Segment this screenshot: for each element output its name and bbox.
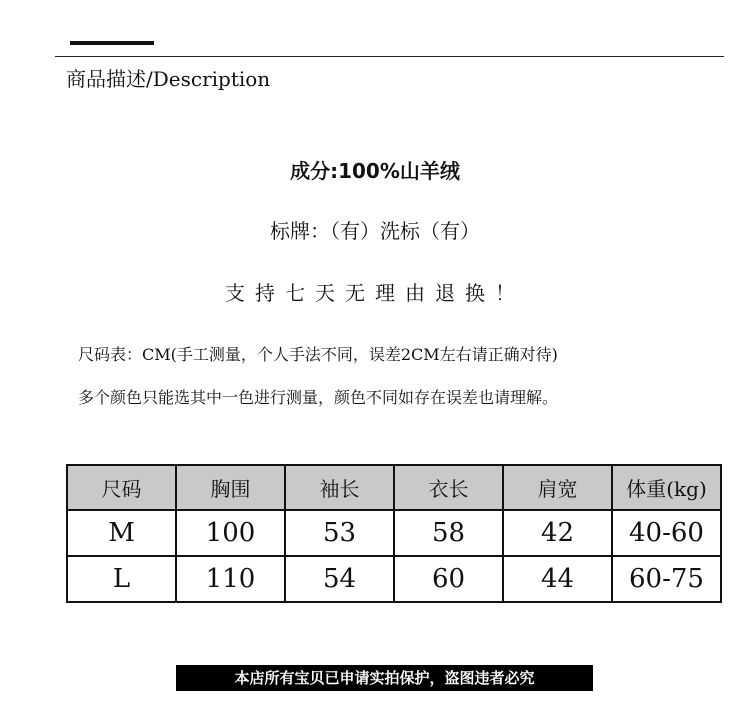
copyright-banner: 本店所有宝贝已申请实拍保护，盗图违者必究 [176, 665, 593, 691]
table-cell: 54 [285, 556, 394, 602]
composition-text: 成分:100%山羊绒 [290, 159, 460, 183]
table-cell: 58 [394, 510, 503, 556]
table-cell: 100 [176, 510, 285, 556]
column-header: 袖长 [285, 465, 394, 510]
table-cell: 110 [176, 556, 285, 602]
table-row [67, 556, 721, 602]
column-header: 体重(kg) [612, 465, 721, 510]
column-header: 尺码 [67, 465, 176, 510]
table-cell: 40-60 [612, 510, 721, 556]
column-header: 肩宽 [503, 465, 612, 510]
column-header: 衣长 [394, 465, 503, 510]
table-cell: 53 [285, 510, 394, 556]
section-title: 商品描述/Description [66, 67, 271, 91]
table-cell: 44 [503, 556, 612, 602]
table-row [67, 510, 721, 556]
measurement-note: 尺码表：CM(手工测量，个人手法不同，误差2CM左右请正确对待) [78, 345, 558, 364]
table-cell: L [67, 556, 176, 602]
size-table [66, 464, 722, 603]
table-cell: 60-75 [612, 556, 721, 602]
return-policy-text: 支持七天无理由退换！ [225, 281, 525, 305]
table-cell: M [67, 510, 176, 556]
table-cell: 60 [394, 556, 503, 602]
table-header-row [67, 465, 721, 510]
table-cell: 42 [503, 510, 612, 556]
header-divider [55, 56, 724, 57]
accent-bar [70, 41, 154, 45]
tags-text: 标牌：（有）洗标（有） [270, 219, 480, 243]
color-note: 多个颜色只能选其中一色进行测量，颜色不同如存在误差也请理解。 [78, 388, 559, 407]
column-header: 胸围 [176, 465, 285, 510]
